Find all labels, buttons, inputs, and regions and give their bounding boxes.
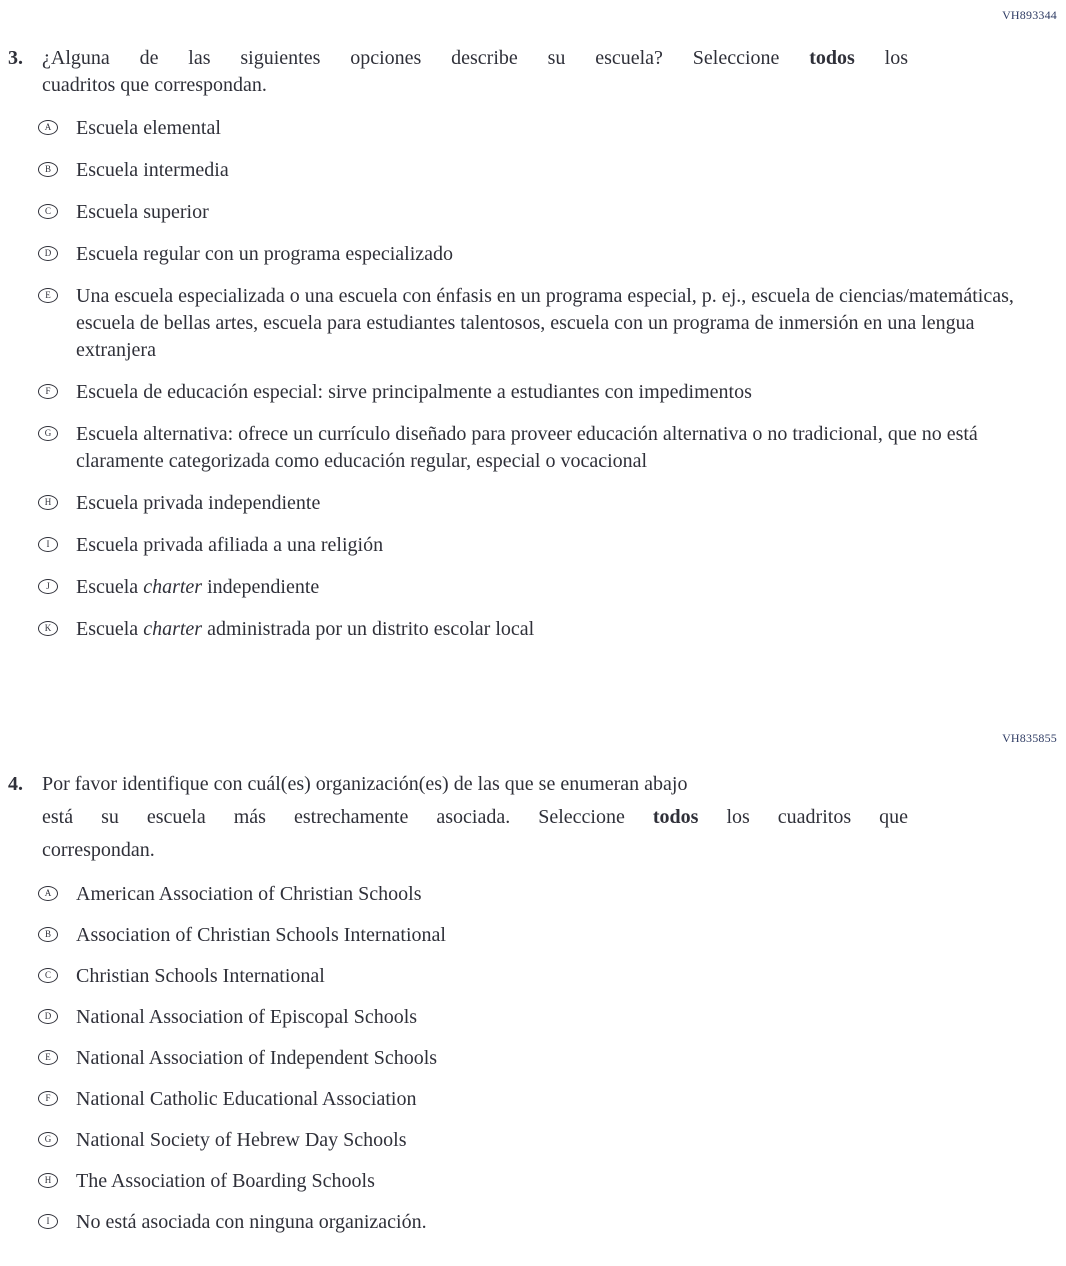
option-label bbox=[76, 421, 1051, 475]
option-I[interactable] bbox=[0, 1209, 1066, 1236]
question-prompt bbox=[42, 45, 908, 99]
answer-oval-icon[interactable]: E bbox=[38, 288, 58, 303]
option-H[interactable] bbox=[0, 490, 1066, 517]
text-segment: Escuela privada independiente bbox=[76, 492, 321, 514]
option-D[interactable] bbox=[0, 1004, 1066, 1031]
option-label bbox=[76, 1127, 406, 1154]
option-C[interactable] bbox=[0, 199, 1066, 226]
option-A[interactable] bbox=[0, 881, 1066, 908]
text-segment: Escuela bbox=[76, 576, 144, 598]
text-segment: National Society of Hebrew Day Schools bbox=[76, 1129, 407, 1151]
option-H[interactable] bbox=[0, 1168, 1066, 1195]
text-segment: Escuela bbox=[76, 618, 144, 640]
text-segment: Por favor identifique con cuál(es) organización(es) de las que se enumeran abajo bbox=[42, 773, 688, 795]
text-segment: Escuela alternativa: ofrece un currículo diseñado para proveer educación alternativa o no tradicional, que no está claramente categorizada como educación regular, especial o vocacional bbox=[76, 423, 978, 472]
text-segment: los cuadritos que bbox=[698, 806, 908, 828]
question-4-header bbox=[0, 768, 1066, 867]
text-segment: charter bbox=[143, 618, 203, 640]
option-F[interactable] bbox=[0, 379, 1066, 406]
answer-oval-icon[interactable]: H bbox=[38, 495, 58, 510]
text-segment: Christian Schools International bbox=[76, 965, 325, 987]
text-segment: Association of Christian Schools International bbox=[76, 924, 446, 946]
text-segment: Escuela elemental bbox=[76, 117, 221, 139]
answer-oval-icon[interactable]: A bbox=[38, 120, 58, 135]
option-E[interactable] bbox=[0, 283, 1066, 364]
option-G[interactable] bbox=[0, 421, 1066, 475]
answer-oval-icon[interactable]: K bbox=[38, 621, 58, 636]
text-segment: está su escuela más estrechamente asociada. Seleccione bbox=[42, 806, 653, 828]
option-label bbox=[76, 199, 209, 226]
option-F[interactable] bbox=[0, 1086, 1066, 1113]
option-label bbox=[76, 963, 325, 990]
option-label bbox=[76, 922, 446, 949]
prompt-line bbox=[42, 801, 908, 834]
item-code: VH893344 bbox=[1002, 8, 1057, 22]
options-list bbox=[0, 115, 1066, 643]
answer-oval-icon[interactable]: I bbox=[38, 537, 58, 552]
option-E[interactable] bbox=[0, 1045, 1066, 1072]
answer-oval-icon[interactable]: G bbox=[38, 1132, 58, 1147]
text-segment: Una escuela especializada o una escuela con énfasis en un programa especial, p. ej., escuela de ciencias/matemáticas, escuela de bellas artes, escuela para estudiantes talentosos, escuela con un programa de inmersión en una lengua extranjera bbox=[76, 285, 1014, 361]
text-segment: Escuela de educación especial: sirve principalmente a estudiantes con impedimentos bbox=[76, 381, 752, 403]
prompt-line bbox=[42, 768, 908, 801]
answer-oval-icon[interactable]: H bbox=[38, 1173, 58, 1188]
text-segment: ¿Alguna de las siguientes opciones describe su escuela? Seleccione bbox=[42, 47, 810, 69]
answer-oval-icon[interactable]: G bbox=[38, 426, 58, 441]
option-label bbox=[76, 379, 752, 406]
option-label bbox=[76, 532, 383, 559]
option-J[interactable] bbox=[0, 574, 1066, 601]
text-segment: independiente bbox=[202, 576, 320, 598]
text-segment: Escuela intermedia bbox=[76, 159, 229, 181]
text-segment: administrada por un distrito escolar local bbox=[202, 618, 535, 640]
option-label bbox=[76, 157, 229, 184]
option-label bbox=[76, 1086, 416, 1113]
answer-oval-icon[interactable]: I bbox=[38, 1214, 58, 1229]
text-segment: cuadritos que correspondan. bbox=[42, 74, 267, 96]
option-A[interactable] bbox=[0, 115, 1066, 142]
question-number: 3. bbox=[8, 47, 23, 69]
options-list bbox=[0, 881, 1066, 1236]
answer-oval-icon[interactable]: C bbox=[38, 968, 58, 983]
prompt-line bbox=[42, 834, 908, 867]
text-segment: Escuela privada afiliada a una religión bbox=[76, 534, 384, 556]
text-segment: No está asociada con ninguna organización. bbox=[76, 1211, 427, 1233]
text-segment: los bbox=[854, 47, 908, 69]
text-segment: National Association of Independent Schools bbox=[76, 1047, 438, 1069]
answer-oval-icon[interactable]: C bbox=[38, 204, 58, 219]
option-B[interactable] bbox=[0, 157, 1066, 184]
option-label bbox=[76, 241, 453, 268]
prompt-line bbox=[42, 72, 908, 99]
option-I[interactable] bbox=[0, 532, 1066, 559]
option-K[interactable] bbox=[0, 616, 1066, 643]
option-label bbox=[76, 283, 1051, 364]
option-G[interactable] bbox=[0, 1127, 1066, 1154]
answer-oval-icon[interactable]: D bbox=[38, 246, 58, 261]
answer-oval-icon[interactable]: J bbox=[38, 579, 58, 594]
answer-oval-icon[interactable]: D bbox=[38, 1009, 58, 1024]
option-label bbox=[76, 616, 534, 643]
option-label bbox=[76, 1209, 427, 1236]
text-segment: Escuela regular con un programa especializado bbox=[76, 243, 454, 265]
answer-oval-icon[interactable]: F bbox=[38, 384, 58, 399]
text-segment: National Association of Episcopal Schools bbox=[76, 1006, 418, 1028]
item-code: VH835855 bbox=[1002, 731, 1057, 745]
question-number: 4. bbox=[8, 773, 23, 795]
option-label bbox=[76, 1045, 437, 1072]
option-label bbox=[76, 574, 319, 601]
question-4 bbox=[0, 731, 1066, 1236]
text-segment: Escuela superior bbox=[76, 201, 209, 223]
option-label bbox=[76, 881, 422, 908]
answer-oval-icon[interactable]: B bbox=[38, 162, 58, 177]
answer-oval-icon[interactable]: E bbox=[38, 1050, 58, 1065]
text-segment: todos bbox=[809, 47, 855, 69]
option-C[interactable] bbox=[0, 963, 1066, 990]
option-B[interactable] bbox=[0, 922, 1066, 949]
option-label bbox=[76, 1004, 417, 1031]
option-label bbox=[76, 115, 221, 142]
option-label bbox=[76, 1168, 375, 1195]
text-segment: The Association of Boarding Schools bbox=[76, 1170, 375, 1192]
answer-oval-icon[interactable]: A bbox=[38, 886, 58, 901]
answer-oval-icon[interactable]: B bbox=[38, 927, 58, 942]
option-label bbox=[76, 490, 320, 517]
answer-oval-icon[interactable]: F bbox=[38, 1091, 58, 1106]
question-3-header bbox=[0, 45, 1066, 99]
question-prompt bbox=[42, 768, 908, 867]
option-D[interactable] bbox=[0, 241, 1066, 268]
text-segment: todos bbox=[652, 806, 699, 828]
prompt-line bbox=[42, 45, 908, 72]
text-segment: National Catholic Educational Association bbox=[76, 1088, 417, 1110]
text-segment: charter bbox=[143, 576, 203, 598]
text-segment: American Association of Christian Schools bbox=[76, 883, 422, 905]
text-segment: correspondan. bbox=[42, 839, 155, 861]
